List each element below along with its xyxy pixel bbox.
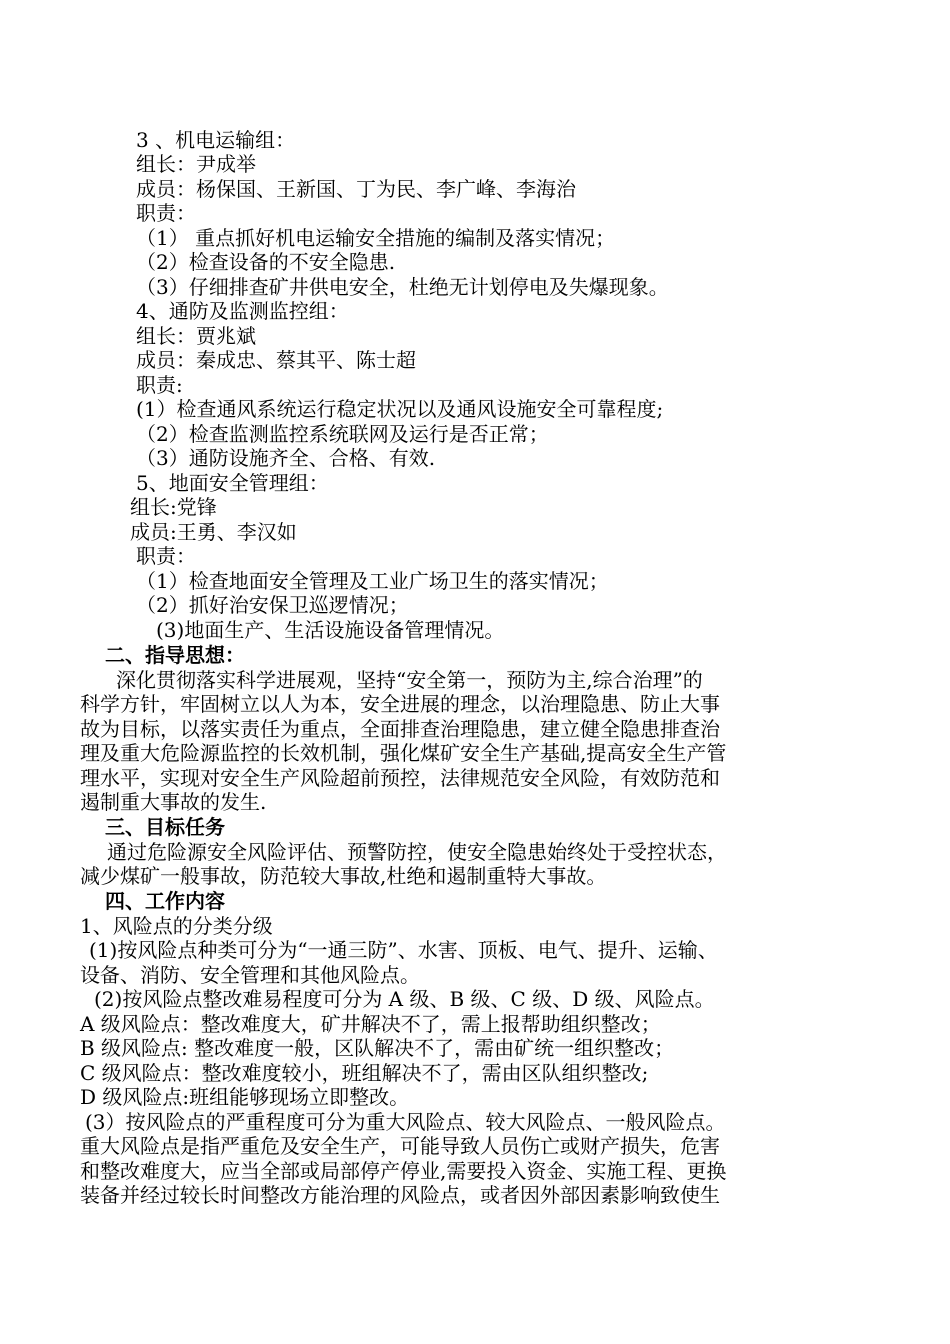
risk-grade-a: A 级风险点：整改难度大，矿井解决不了，需上报帮助组织整改； — [80, 1012, 661, 1036]
heading-guiding-ideology: 二、指导思想： — [105, 643, 245, 667]
section-4-duty-2: （2）检查监测监控系统联网及运行是否正常； — [136, 422, 549, 446]
section-5-duty-3: (3)地面生产、生活设施设备管理情况。 — [156, 618, 505, 642]
section-3-duty-2: （2）检查设备的不安全隐患. — [136, 250, 396, 274]
ideology-para-line-2: 科学方针，牢固树立以人为本，安全进展的理念，以治理隐患、防止大事 — [80, 692, 720, 716]
section-3-title: 3 、机电运输组： — [136, 128, 296, 152]
severity-para-line-2: 和整改难度大，应当全部或局部停产停业,需要投入资金、实施工程、更换 — [80, 1159, 727, 1183]
risk-grade-d: D 级风险点:班组能够现场立即整改。 — [80, 1085, 410, 1109]
section-4-members: 成员：秦成忠、蔡其平、陈士超 — [136, 348, 416, 372]
section-3-members: 成员：杨保国、王新国、丁为民、李广峰、李海治 — [136, 177, 576, 201]
ideology-para-line-4: 理及重大危险源监控的长效机制，强化煤矿安全生产基础,提高安全生产管 — [80, 741, 727, 765]
risk-grade-c: C 级风险点：整改难度较小，班组解决不了，需由区队组织整改; — [80, 1061, 649, 1085]
section-4-duties-label: 职责: — [136, 373, 183, 397]
ideology-para-line-1: 深化贯彻落实科学进展观，坚持“安全第一，预防为主,综合治理”的 — [116, 668, 703, 692]
section-5-duty-1: （1）检查地面安全管理及工业广场卫生的落实情况； — [136, 569, 609, 593]
heading-target-tasks: 三、目标任务 — [105, 815, 225, 839]
section-4-duty-1: (1）检查通风系统运行稳定状况以及通风设施安全可靠程度; — [136, 397, 664, 421]
severity-para-line-1: 重大风险点是指严重危及安全生产，可能导致人员伤亡或财产损失，危害 — [80, 1134, 720, 1158]
ideology-para-line-3: 故为目标，以落实责任为重点，全面排查治理隐患，建立健全隐患排查治 — [80, 717, 720, 741]
target-para-line-2: 减少煤矿一般事故，防范较大事故,杜绝和遏制重特大事故。 — [80, 864, 607, 888]
section-4-leader: 组长：贾兆斌 — [136, 324, 256, 348]
section-5-leader: 组长:党锋 — [130, 495, 217, 519]
heading-work-content: 四、工作内容 — [105, 889, 225, 913]
section-4-title: 4、通防及监测监控组： — [136, 299, 349, 323]
section-3-duty-3: （3）仔细排查矿井供电安全，杜绝无计划停电及失爆现象。 — [136, 275, 669, 299]
ideology-para-line-6: 遏制重大事故的发生. — [80, 790, 267, 814]
section-3-duties-label: 职责： — [136, 201, 196, 225]
risk-type-line-1: (1)按风险点种类可分为“一通三防”、水害、顶板、电气、提升、运输、 — [89, 938, 718, 962]
section-5-members: 成员:王勇、李汉如 — [130, 520, 297, 544]
section-4-duty-3: （3）通防设施齐全、合格、有效. — [136, 446, 436, 470]
risk-grade-b: B 级风险点: 整改难度一般，区队解决不了，需由矿统一组织整改； — [80, 1036, 675, 1060]
section-5-duties-label: 职责： — [136, 544, 196, 568]
risk-grade-intro: (2)按风险点整改难易程度可分为 A 级、B 级、C 级、D 级、风险点。 — [94, 987, 715, 1011]
section-5-duty-2: （2）抓好治安保卫巡逻情况； — [136, 593, 409, 617]
target-para-line-1: 通过危险源安全风险评估、预警防控，使安全隐患始终处于受控状态， — [107, 840, 727, 864]
section-3-duty-1: （1） 重点抓好机电运输安全措施的编制及落实情况； — [136, 226, 616, 250]
risk-severity-intro: (3）按风险点的严重程度可分为重大风险点、较大风险点、一般风险点。 — [85, 1110, 726, 1134]
severity-para-line-3: 装备并经过较长时间整改方能治理的风险点，或者因外部因素影响致使生 — [80, 1183, 720, 1207]
risk-type-line-2: 设备、消防、安全管理和其他风险点。 — [80, 963, 420, 987]
section-5-title: 5、地面安全管理组： — [136, 471, 329, 495]
risk-classification-title: 1、风险点的分类分级 — [80, 914, 273, 938]
section-3-leader: 组长：尹成举 — [136, 152, 256, 176]
ideology-para-line-5: 理水平，实现对安全生产风险超前预控，法律规范安全风险，有效防范和 — [80, 766, 720, 790]
